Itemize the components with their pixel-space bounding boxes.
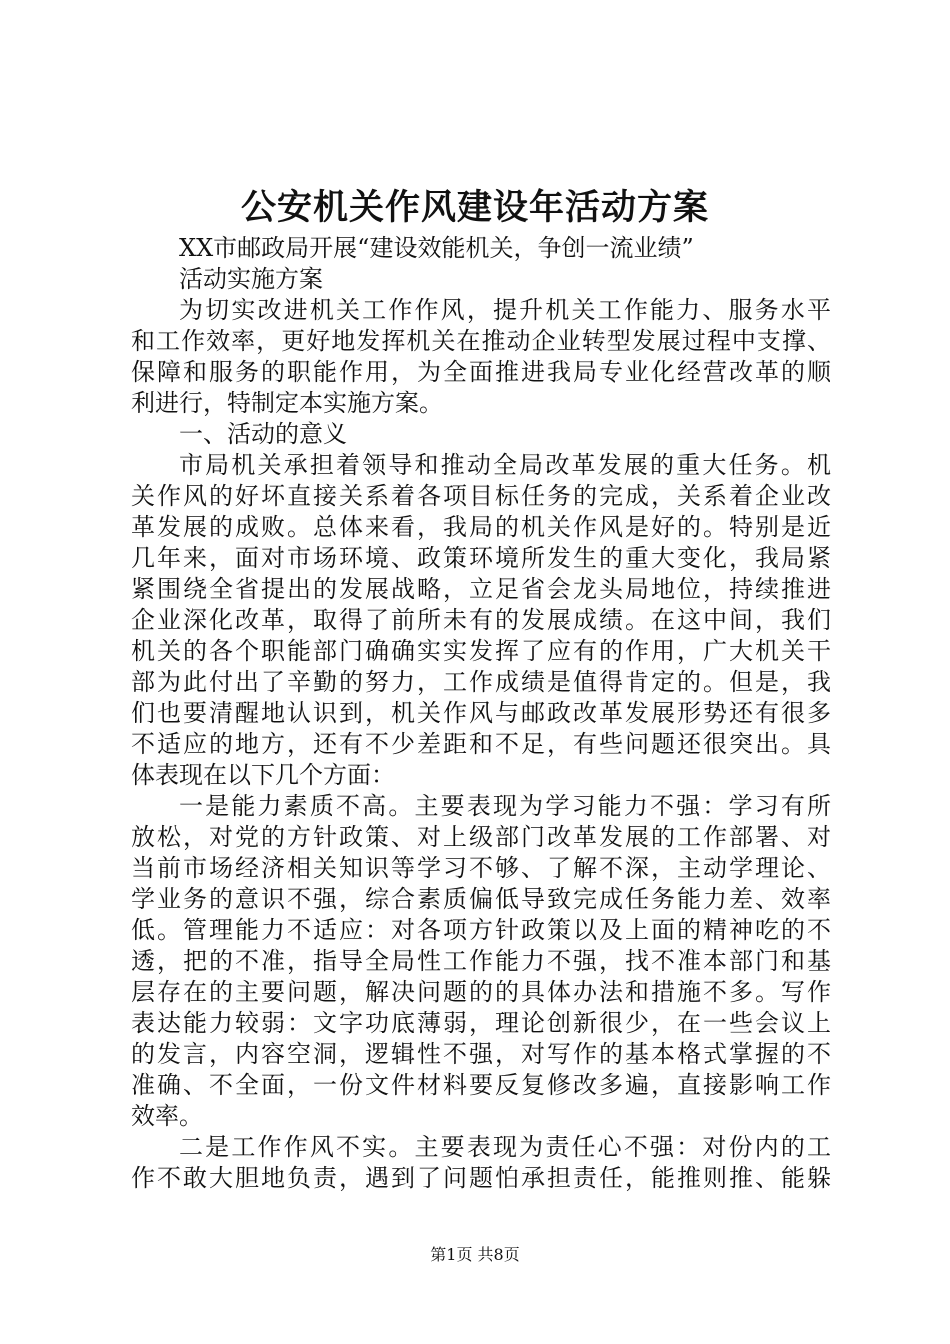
paragraph-line: 利进行，特制定本实施方案。 [131,389,443,417]
paragraph-line: 市局机关承担着领导和推动全局改革发展的重大任务。机 [179,451,831,479]
paragraph-line: 透，把的不准，指导全局性工作能力不强，找不准本部门和基 [131,947,831,975]
paragraph-line: 紧围绕全省提出的发展战略，立足省会龙头局地位，持续推进 [131,575,831,603]
paragraph-line: 关作风的好坏直接关系着各项目标任务的完成，关系着企业改 [131,482,831,510]
paragraph-line: 效率。 [131,1102,203,1130]
paragraph-line: 二是工作作风不实。主要表现为责任心不强：对份内的工 [179,1133,831,1161]
subtitle-line: 活动实施方案 [179,265,323,293]
paragraph-line: 革发展的成败。总体来看，我局的机关作风是好的。特别是近 [131,513,831,541]
document-title: 公安机关作风建设年活动方案 [240,187,709,228]
paragraph-line: 为切实改进机关工作作风，提升机关工作能力、服务水平 [179,296,831,324]
paragraph-line: 机关的各个职能部门确确实实发挥了应有的作用，广大机关干 [131,637,831,665]
paragraph-line: 学业务的意识不强，综合素质偏低导致完成任务能力差、效率 [131,885,831,913]
paragraph-line: 作不敢大胆地负责，遇到了问题怕承担责任，能推则推、能躲 [131,1164,831,1192]
paragraph-line: 部为此付出了辛勤的努力，工作成绩是值得肯定的。但是，我 [131,668,831,696]
paragraph-line: 和工作效率，更好地发挥机关在推动企业转型发展过程中支撑、 [131,327,831,355]
section-heading: 一、活动的意义 [179,420,347,448]
paragraph-line: 们也要清醒地认识到，机关作风与邮政改革发展形势还有很多 [131,699,831,727]
paragraph-line: 企业深化改革，取得了前所未有的发展成绩。在这中间，我们 [131,606,831,634]
paragraph-line: 准确、不全面，一份文件材料要反复修改多遍，直接影响工作 [131,1071,831,1099]
subtitle-line: XX市邮政局开展“建设效能机关，争创一流业绩” [179,234,694,262]
page-number-footer: 第1页 共8页 [430,1245,520,1264]
document-body [131,233,831,1194]
paragraph-line: 层存在的主要问题，解决问题的的具体办法和措施不多。写作 [131,978,831,1006]
paragraph-line: 放松，对党的方针政策、对上级部门改革发展的工作部署、对 [131,823,831,851]
paragraph-line: 低。管理能力不适应：对各项方针政策以及上面的精神吃的不 [131,916,831,944]
paragraph-line: 不适应的地方，还有不少差距和不足，有些问题还很突出。具 [131,730,831,758]
paragraph-line: 保障和服务的职能作用，为全面推进我局专业化经营改革的顺 [131,358,831,386]
paragraph-line: 的发言，内容空洞，逻辑性不强，对写作的基本格式掌握的不 [131,1040,831,1068]
paragraph-line: 一是能力素质不高。主要表现为学习能力不强：学习有所 [179,792,831,820]
paragraph-line: 当前市场经济相关知识等学习不够、了解不深，主动学理论、 [131,854,831,882]
paragraph-line: 表达能力较弱：文字功底薄弱，理论创新很少，在一些会议上 [131,1009,831,1037]
paragraph-line: 体表现在以下几个方面： [131,761,395,789]
paragraph-line: 几年来，面对市场环境、政策环境所发生的重大变化，我局紧 [131,544,831,572]
